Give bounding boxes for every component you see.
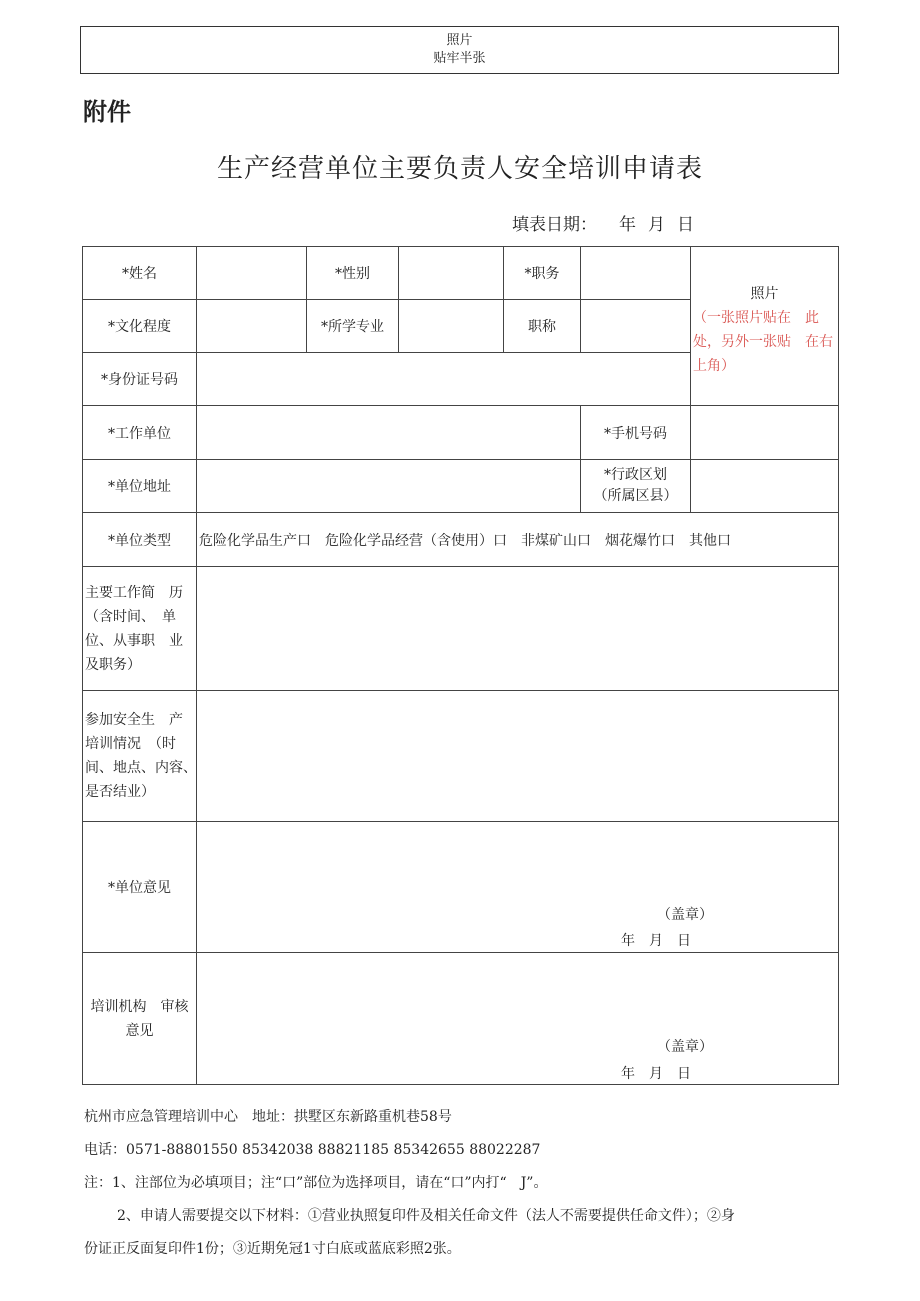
work-unit-input[interactable] <box>197 406 581 460</box>
unit-type-options[interactable]: 危险化学品生产口 危险化学品经营（含使用）口 非煤矿山口 烟花爆竹口 其他口 <box>197 513 839 567</box>
district-input[interactable] <box>691 460 839 513</box>
work-history-input[interactable] <box>197 567 839 691</box>
top-photo-label: 照片 <box>446 33 473 48</box>
footer-phone: 电话：0571-88801550 85342038 88821185 85342655 88022287 <box>84 1142 541 1158</box>
gender-label: *性别 <box>307 247 399 300</box>
form-title: 生产经营单位主要负责人安全培训申请表 <box>216 154 703 184</box>
major-input[interactable] <box>399 300 504 353</box>
photo-note: （一张照片贴在 此处，另外一张贴 在右上角） <box>693 310 833 374</box>
unit-stamp-date: 年 月 日 <box>621 933 691 949</box>
district-label-line1: *行政区划 <box>604 467 667 483</box>
footer-note-2-line2: 份证正反面复印件1份；③近期免冠1寸白底或蓝底彩照2张。 <box>84 1241 461 1257</box>
district-label-line2: （所属区县） <box>593 488 678 504</box>
fill-date-line <box>512 210 694 235</box>
top-photo-instruction: 贴牢半张 <box>433 51 486 66</box>
major-label: *所学专业 <box>307 300 399 353</box>
top-photo-box <box>80 26 839 74</box>
fill-date-label: 填表日期： <box>512 215 597 235</box>
footer-address: 杭州市应急管理培训中心 地址：拱墅区东新路重机巷58号 <box>84 1109 452 1125</box>
institution-stamp-date: 年 月 日 <box>621 1066 691 1082</box>
footer-note-2-line1: 2、申请人需要提交以下材料：①营业执照复印件及相关任命文件（法人不需要提供任命文件）；②身 <box>117 1208 735 1224</box>
photo-cell[interactable] <box>691 247 839 406</box>
name-label: *姓名 <box>83 247 197 300</box>
unit-opinion-input[interactable] <box>197 822 839 953</box>
fill-date-day: 日 <box>677 215 694 235</box>
mobile-input[interactable] <box>691 406 839 460</box>
professional-title-label: 职称 <box>504 300 581 353</box>
institution-opinion-input[interactable] <box>197 953 839 1085</box>
unit-address-input[interactable] <box>197 460 581 513</box>
fill-date-month: 月 <box>648 215 665 235</box>
position-label: *职务 <box>504 247 581 300</box>
unit-opinion-label: *单位意见 <box>83 822 197 953</box>
fill-date-year: 年 <box>619 215 636 235</box>
attachment-label: 附件 <box>83 98 131 126</box>
institution-stamp: （盖章） <box>657 1039 713 1055</box>
name-input[interactable] <box>197 247 307 300</box>
training-history-input[interactable] <box>197 691 839 822</box>
unit-type-label: *单位类型 <box>83 513 197 567</box>
education-label: *文化程度 <box>83 300 197 353</box>
position-input[interactable] <box>581 247 691 300</box>
mobile-label: *手机号码 <box>581 406 691 460</box>
id-number-input[interactable] <box>197 353 691 406</box>
footer-note-1: 注：1、注部位为必填项目；注“口”部位为选择项目，请在“口”内打“ J”。 <box>84 1175 548 1191</box>
work-unit-label: *工作单位 <box>83 406 197 460</box>
education-input[interactable] <box>197 300 307 353</box>
professional-title-input[interactable] <box>581 300 691 353</box>
unit-stamp: （盖章） <box>657 907 713 923</box>
training-history-label: 参加安全生 产培训情况 （时间、地点、内容、 是否结业） <box>83 691 197 822</box>
unit-address-label: *单位地址 <box>83 460 197 513</box>
photo-label: 照片 <box>750 286 779 302</box>
institution-opinion-label: 培训机构 审核意见 <box>83 953 197 1085</box>
gender-input[interactable] <box>399 247 504 300</box>
work-history-label: 主要工作简 历（含时间、 单位、从事职 业及职务） <box>83 567 197 691</box>
application-form <box>82 246 839 1085</box>
district-label <box>581 460 691 513</box>
id-number-label: *身份证号码 <box>83 353 197 406</box>
